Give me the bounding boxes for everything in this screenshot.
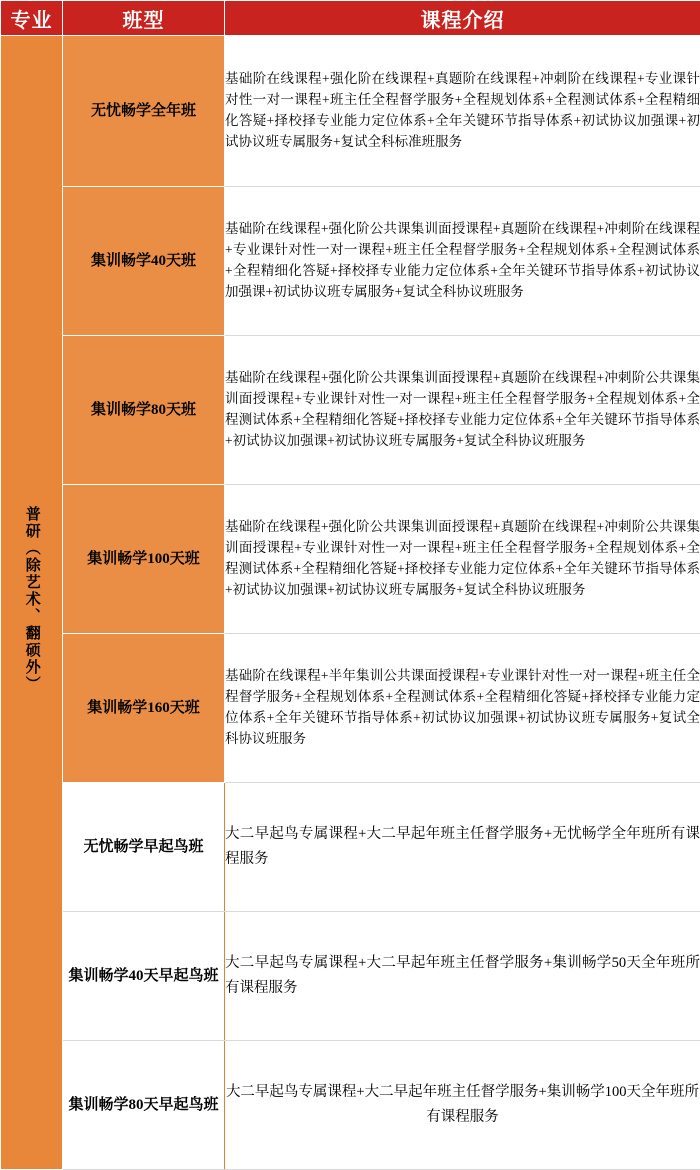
description-cell: 大二早起鸟专属课程+大二早起年班主任督学服务+无忧畅学全年班所有课程服务 [225, 783, 700, 912]
table-header-row [1, 1, 700, 36]
class-type-cell: 无忧畅学早起鸟班 [63, 783, 225, 912]
table-row [1, 912, 700, 1041]
description-cell: 大二早起鸟专属课程+大二早起年班主任督学服务+集训畅学50天全年班所有课程服务 [225, 912, 700, 1041]
header-major: 专业 [1, 1, 63, 36]
header-description: 课程介绍 [225, 1, 700, 36]
table-row [1, 187, 700, 336]
class-type-cell: 集训畅学160天班 [63, 634, 225, 783]
description-cell: 基础阶在线课程+强化阶公共课集训面授课程+真题阶在线课程+冲刺阶在线课程+专业课针对性一对一课程+班主任全程督学服务+全程规划体系+全程测试体系+全程精细化答疑+择校择专业能力定位体系+全年关键环节指导体系+初试协议加强课+初试协议班专属服务+复试全科协议班服务 [225, 187, 700, 336]
table-row [1, 36, 700, 187]
table-row [1, 336, 700, 485]
table-row [1, 634, 700, 783]
class-type-cell: 集训畅学80天班 [63, 336, 225, 485]
description-cell: 基础阶在线课程+强化阶在线课程+真题阶在线课程+冲刺阶在线课程+专业课针对性一对一课程+班主任全程督学服务+全程规划体系+全程测试体系+全程精细化答疑+择校择专业能力定位体系+全年关键环节指导体系+初试协议加强课+初试协议班专属服务+复试全科标准班服务 [225, 36, 700, 187]
class-type-cell: 集训畅学40天早起鸟班 [63, 912, 225, 1041]
table-row [1, 485, 700, 634]
class-type-cell: 集训畅学100天班 [63, 485, 225, 634]
description-cell: 大二早起鸟专属课程+大二早起年班主任督学服务+集训畅学100天全年班所有课程服务 [225, 1041, 700, 1170]
header-class-type: 班型 [63, 1, 225, 36]
table-row [1, 783, 700, 912]
description-cell: 基础阶在线课程+半年集训公共课面授课程+专业课针对性一对一课程+班主任全程督学服务+全程规划体系+全程测试体系+全程精细化答疑+择校择专业能力定位体系+全年关键环节指导体系+初试协议加强课+初试协议班专属服务+复试全科协议班服务 [225, 634, 700, 783]
class-type-cell: 无忧畅学全年班 [63, 36, 225, 187]
description-cell: 基础阶在线课程+强化阶公共课集训面授课程+真题阶在线课程+冲刺阶公共课集训面授课程+专业课针对性一对一课程+班主任全程督学服务+全程规划体系+全程测试体系+全程精细化答疑+择校择专业能力定位体系+全年关键环节指导体系+初试协议加强课+初试协议班专属服务+复试全科协议班服务 [225, 485, 700, 634]
description-cell: 基础阶在线课程+强化阶公共课集训面授课程+真题阶在线课程+冲刺阶公共课集训面授课程+专业课针对性一对一课程+班主任全程督学服务+全程规划体系+全程测试体系+全程精细化答疑+择校择专业能力定位体系+全年关键环节指导体系+初试协议加强课+初试协议班专属服务+复试全科协议班服务 [225, 336, 700, 485]
class-type-cell: 集训畅学40天班 [63, 187, 225, 336]
major-cell [1, 36, 63, 1170]
major-label: 普研（除艺术、翻硕外） [20, 506, 43, 693]
table-row [1, 1041, 700, 1170]
class-type-cell: 集训畅学80天早起鸟班 [63, 1041, 225, 1170]
